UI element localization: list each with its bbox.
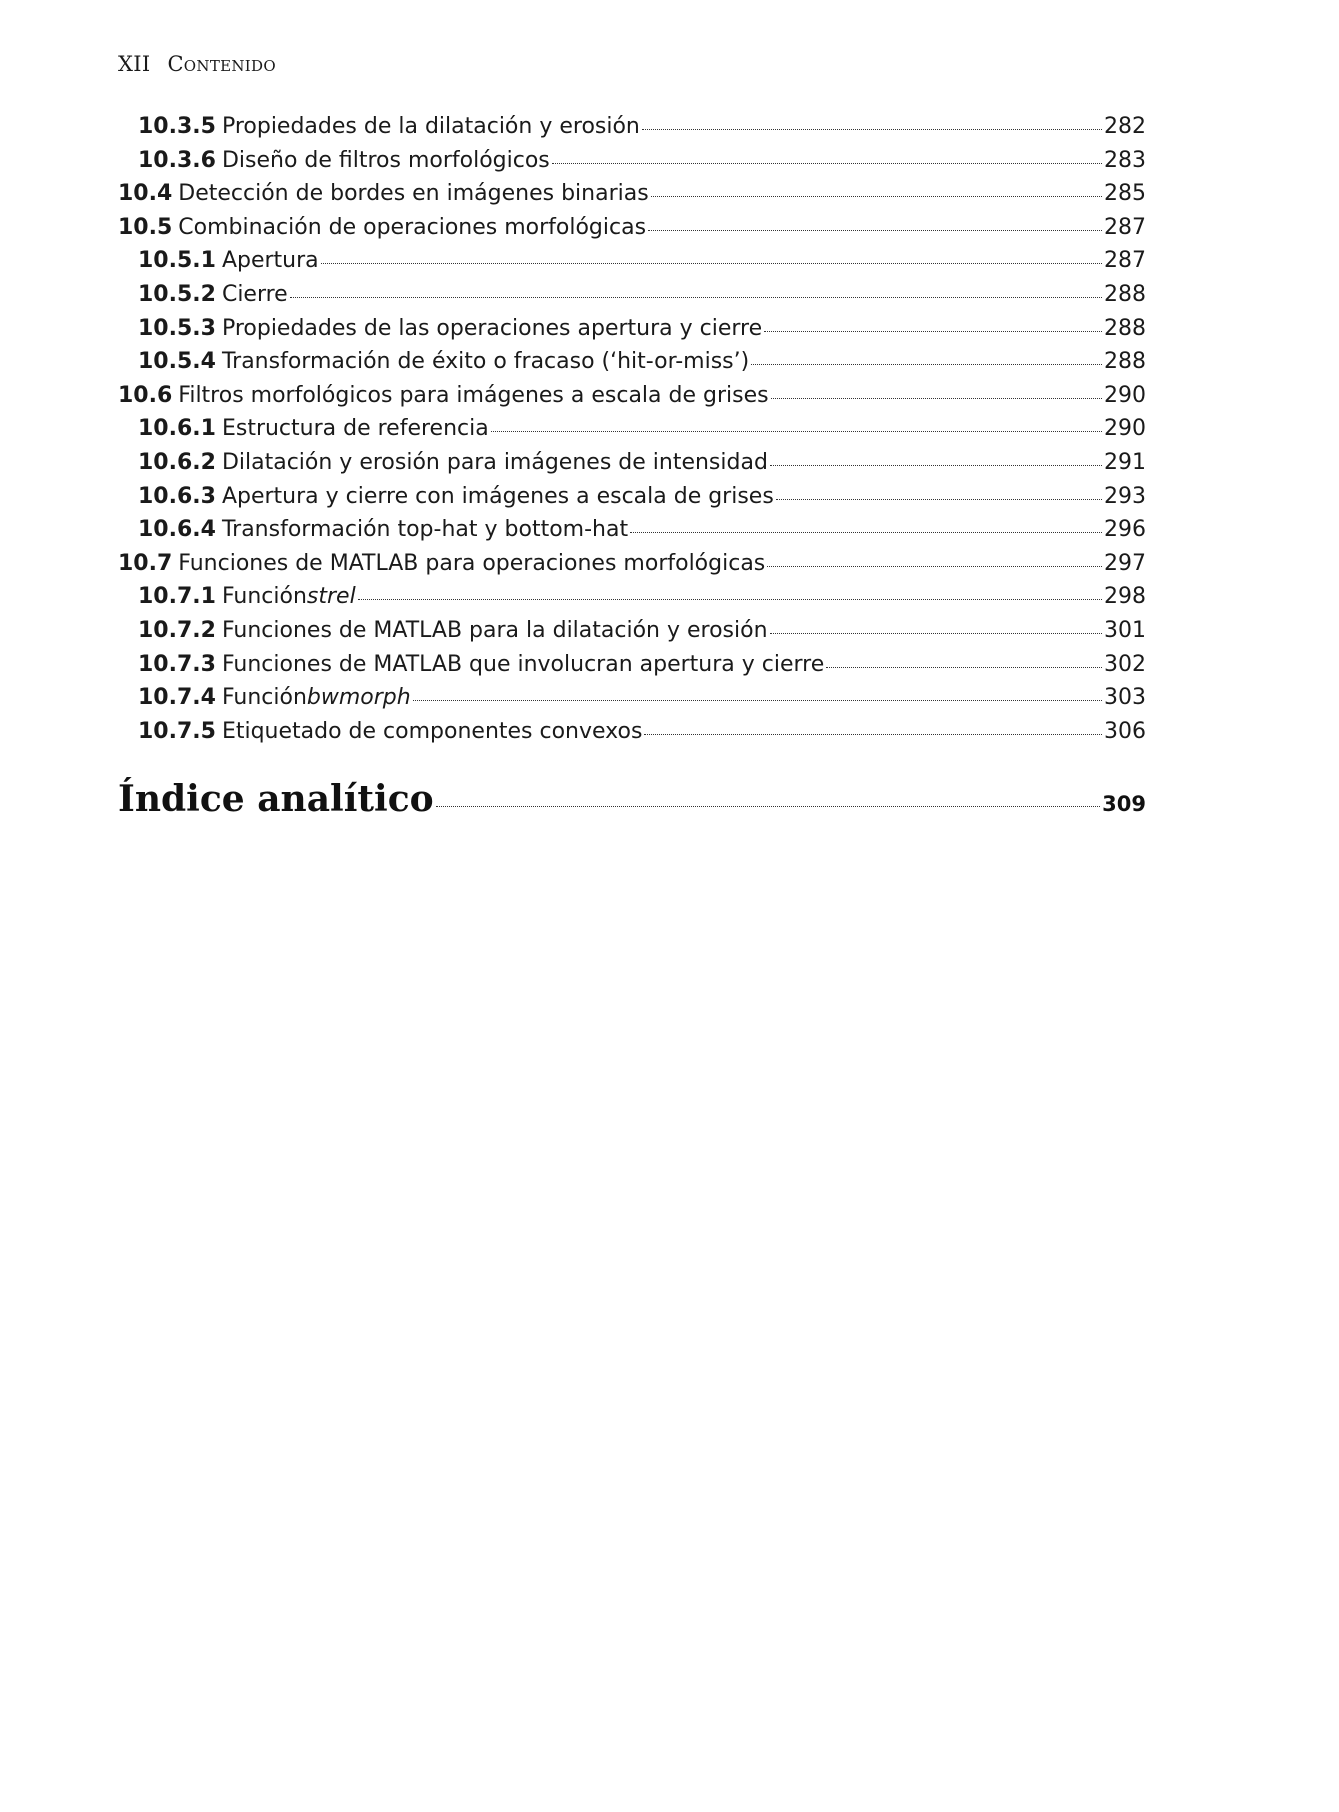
section-title: Funciones de MATLAB para la dilatación y erosión [221, 617, 768, 643]
section-title: Etiquetado de componentes convexos [221, 718, 643, 744]
dot-leader [436, 806, 1101, 807]
section-number: 10.4 [118, 181, 173, 207]
section-number: 10.6.1 [138, 416, 216, 442]
section-title: Combinación de operaciones morfológicas [178, 214, 647, 240]
section-title: Función [221, 584, 307, 610]
section-number: 10.6.3 [138, 483, 216, 509]
dot-leader [413, 700, 1102, 701]
section-number: 10.7 [118, 550, 173, 576]
section-title-italic: strel [306, 584, 356, 610]
section-number: 10.7.3 [138, 651, 216, 677]
section-number: 10.7.5 [138, 718, 216, 744]
section-number: 10.7.4 [138, 685, 216, 711]
toc-entry[interactable] [118, 383, 1146, 417]
dot-leader [644, 734, 1102, 735]
page-number: 288 [1104, 349, 1146, 375]
page-number: 293 [1104, 483, 1146, 509]
dot-leader [321, 263, 1102, 264]
section-number: 10.5.1 [138, 248, 216, 274]
toc-entry[interactable] [118, 248, 1146, 282]
section-title: Detección de bordes en imágenes binarias [178, 181, 649, 207]
page-number: 285 [1104, 181, 1146, 207]
section-title: Función [221, 685, 307, 711]
page-number: 297 [1104, 550, 1146, 576]
toc-entry[interactable] [118, 282, 1146, 316]
page-number: 291 [1104, 449, 1146, 475]
section-title: Estructura de referencia [221, 416, 489, 442]
toc-entry[interactable] [118, 551, 1146, 585]
section-number: 10.5.2 [138, 281, 216, 307]
section-number: 10.3.6 [138, 147, 216, 173]
toc-entry[interactable] [118, 618, 1146, 652]
dot-leader [767, 566, 1102, 567]
header-title: Contenido [167, 52, 276, 76]
page-number: 296 [1104, 517, 1146, 543]
toc-entry[interactable] [118, 450, 1146, 484]
toc-entry[interactable] [118, 114, 1146, 148]
toc-entry[interactable] [118, 316, 1146, 350]
toc-entry[interactable] [118, 416, 1146, 450]
toc-entry[interactable] [118, 349, 1146, 383]
page-header [118, 52, 276, 76]
dot-leader [776, 499, 1102, 500]
page-number: 288 [1104, 315, 1146, 341]
page-number: 288 [1104, 281, 1146, 307]
section-title: Dilatación y erosión para imágenes de intensidad [221, 449, 768, 475]
section-number: 10.7.2 [138, 617, 216, 643]
section-title: Filtros morfológicos para imágenes a escala de grises [178, 382, 769, 408]
dot-leader [491, 431, 1102, 432]
toc-entry[interactable] [118, 148, 1146, 182]
page-number: 290 [1104, 382, 1146, 408]
index-page-number: 309 [1102, 792, 1146, 816]
section-title: Transformación de éxito o fracaso (‘hit-or-miss’) [221, 349, 750, 375]
section-number: 10.5.3 [138, 315, 216, 341]
toc-entry[interactable] [118, 484, 1146, 518]
toc-entry[interactable] [118, 181, 1146, 215]
section-title: Apertura y cierre con imágenes a escala de grises [221, 483, 774, 509]
header-page-number: XII [118, 52, 151, 76]
dot-leader [764, 331, 1102, 332]
table-of-contents [118, 114, 1146, 752]
page-number: 290 [1104, 416, 1146, 442]
page-number: 306 [1104, 718, 1146, 744]
dot-leader [771, 398, 1102, 399]
dot-leader [651, 196, 1102, 197]
page-number: 302 [1104, 651, 1146, 677]
toc-entry[interactable] [118, 685, 1146, 719]
section-title: Funciones de MATLAB para operaciones morfológicas [178, 550, 766, 576]
section-title: Transformación top-hat y bottom-hat [221, 517, 629, 543]
section-number: 10.5 [118, 214, 173, 240]
dot-leader [290, 297, 1102, 298]
section-number: 10.7.1 [138, 584, 216, 610]
section-title-italic: bwmorph [306, 685, 411, 711]
toc-entry[interactable] [118, 652, 1146, 686]
toc-entry[interactable] [118, 517, 1146, 551]
dot-leader [770, 465, 1102, 466]
page-number: 287 [1104, 248, 1146, 274]
toc-entry[interactable] [118, 584, 1146, 618]
section-title: Diseño de filtros morfológicos [221, 147, 550, 173]
section-number: 10.6.2 [138, 449, 216, 475]
section-title: Propiedades de la dilatación y erosión [221, 114, 640, 139]
section-title: Apertura [221, 248, 319, 274]
page-number: 283 [1104, 147, 1146, 173]
section-title: Propiedades de las operaciones apertura y cierre [221, 315, 763, 341]
dot-leader [770, 633, 1102, 634]
section-number: 10.5.4 [138, 349, 216, 375]
toc-entry[interactable] [118, 719, 1146, 753]
page-number: 298 [1104, 584, 1146, 610]
dot-leader [751, 364, 1102, 365]
page-number: 282 [1104, 114, 1146, 139]
toc-entry-index[interactable] [118, 778, 1146, 820]
page-number: 301 [1104, 617, 1146, 643]
dot-leader [358, 599, 1102, 600]
section-number: 10.6.4 [138, 517, 216, 543]
section-title: Funciones de MATLAB que involucran apertura y cierre [221, 651, 825, 677]
page-number: 303 [1104, 685, 1146, 711]
dot-leader [642, 129, 1102, 130]
toc-entry[interactable] [118, 215, 1146, 249]
section-number: 10.3.5 [138, 114, 216, 139]
section-title: Cierre [221, 281, 288, 307]
dot-leader [648, 230, 1102, 231]
dot-leader [552, 163, 1102, 164]
page-number: 287 [1104, 214, 1146, 240]
section-number: 10.6 [118, 382, 173, 408]
dot-leader [826, 667, 1102, 668]
dot-leader [630, 532, 1102, 533]
index-title: Índice analítico [118, 778, 434, 820]
